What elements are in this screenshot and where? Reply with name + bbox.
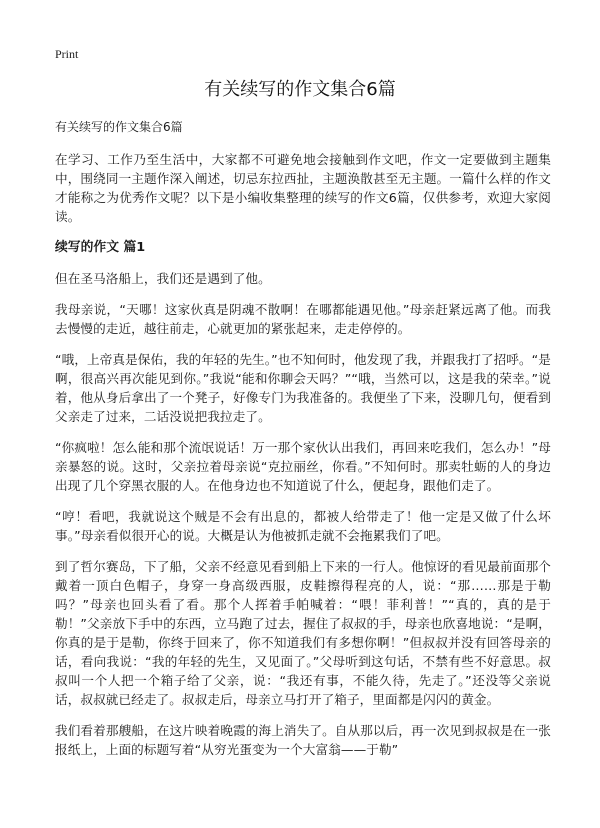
intro-paragraph: 在学习、工作乃至生活中，大家都不可避免地会接触到作文吧，作文一定要做到主题集中，围绕同一主题作深入阐述，切忌东拉西扯，主题涣散甚至无主题。一篇什么样的作文才能称之为优秀作文呢？以下是小编收集整理的续写的作文6篇，仅供参考，欢迎大家阅读。 [55, 152, 551, 224]
story-paragraph: “哦，上帝真是保佑，我的年轻的先生。”也不知何时，他发现了我，并跟我打了招呼。“是啊，很高兴再次能见到你。”我说“能和你聊会天吗？”“哦，当然可以，这是我的荣幸。”说着，他从身后拿出了一个凳子，好像专门为我准备的。我便坐了下来，没聊几句，便看到父亲走了过来，二话没说把我拉走了。 [55, 352, 551, 424]
story-paragraph: 我母亲说，“天哪！这家伙真是阴魂不散啊！在哪都能遇见他。”母亲赶紧远离了他。而我去慢慢的走近，越往前走，心就更加的紧张起来，走走停停的。 [55, 302, 551, 336]
story-paragraph: 我们看着那艘船，在这片映着晚霞的海上消失了。自从那以后，再一次见到叔叔是在一张报纸上，上面的标题写着“从穷光蛋变为一个大富翁——于勒” [55, 723, 551, 757]
story-paragraph: “你疯啦！怎么能和那个流氓说话！万一那个家伙认出我们，再回来吃我们，怎么办！”母亲暴怒的说。这时，父亲拉着母亲说“克拉丽丝，你看。”不知何时。那卖牡蛎的人的身边出现了几个穿黑衣服的人。在他身边也不知道说了什么，便起身，跟他们走了。 [55, 440, 551, 493]
print-link[interactable]: Print [55, 47, 79, 61]
section-heading: 续写的作文 篇1 [55, 240, 146, 255]
article-body [55, 118, 551, 771]
story-paragraph: 到了哲尔赛岛，下了船，父亲不经意见看到船上下来的一行人。他惊讶的看见最前面那个戴着一顶白色帽子，身穿一身高级西服，皮鞋擦得程亮的人，说：“那……那是于勒吗？”母亲也回头看了看。那个人挥着手帕喊着：“喂！菲利普！”“真的，真的是于勒！”父亲放下手中的东西，立马跑了过去，握住了叔叔的手，母亲也欣喜地说：“是啊，你真的是于是勒，你终于回来了，你不知道我们有多想你啊！”但叔叔并没有回答母亲的话，看向我说：“我的年轻的先生，又见面了。”父母听到这句话，不禁有些不好意思。叔叔叫一个人把一个箱子给了父亲，说：“我还有事，不能久待，先走了。”还没等父亲说话，叔叔就已经走了。叔叔走后，母亲立马打开了箱子，里面都是闪闪的黄金。 [55, 559, 551, 707]
page-title: 有关续写的作文集合6篇 [204, 79, 396, 100]
article-subtitle: 有关续写的作文集合6篇 [55, 120, 183, 134]
story-paragraph: “哼！看吧，我就说这个贼是不会有出息的，都被人给带走了！他一定是又做了什么坏事。”母亲看似很开心的说。大概是认为他被抓走就不会拖累我们了吧。 [55, 509, 551, 543]
story-paragraph: 但在圣马洛船上，我们还是遇到了他。 [55, 271, 271, 286]
